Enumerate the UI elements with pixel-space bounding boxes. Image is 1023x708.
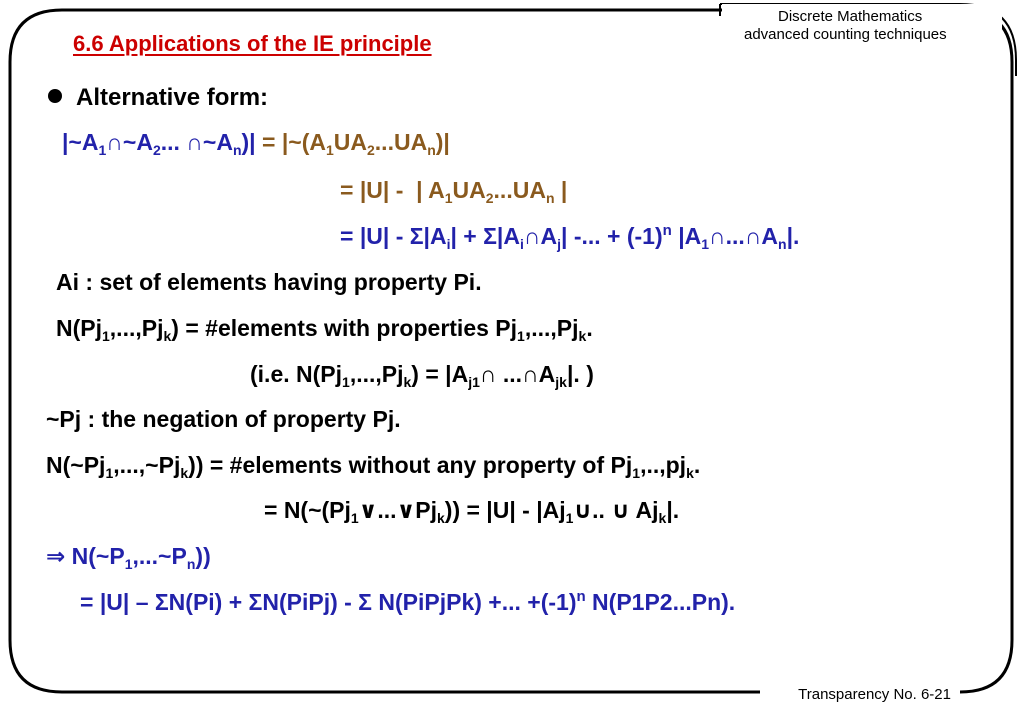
ie-formula-line1: $|\sim A_1\cap\sim A_2$... $\cap\sim A_n)|$ = $|\sim(A_1UA_2...UA_n)|$ — [62, 129, 450, 158]
bullet-heading: Alternative form: — [48, 84, 268, 112]
final-formula: = |U| – ΣN(Pi) + ΣN(PiPj) - Σ N(PiPjPk) +... $+(-1)^n$ N(P1P2...Pn). — [80, 588, 736, 615]
ai-definition: Ai : set of elements having property Pi. — [56, 269, 482, 295]
bullet-icon — [48, 89, 62, 103]
n-negation-equation: = $N(\sim(Pj_1\vee...\vee Pj_k)) = |U|$ - $|Aj_1\cup$.. ∪ $Aj_k|$. — [264, 497, 680, 526]
n-definition: $N(Pj_1,...,Pj_k)$ = #elements with properties $Pj_1,...,Pj_k$. — [56, 315, 593, 344]
ie-formula-line2: = |U| - | $A_1UA_2...UA_n$ | — [340, 177, 568, 206]
transparency-number: Transparency No. 6-21 — [798, 686, 951, 703]
ie-formula-line3: = $|U| - \Sigma|A_i|$ + $\Sigma|A_i\cap A_j|$ -... + $(-1)^n$ $|A_1\cap...\cap A_n|$. — [340, 222, 800, 252]
course-title-line1: Discrete Mathematics — [778, 8, 923, 25]
page-title: 6.6 Applications of the IE principle — [73, 31, 432, 56]
negation-definition: ~Pj : the negation of property Pj. — [46, 406, 401, 432]
course-title-line2: advanced counting techniques — [744, 26, 947, 43]
n-ie-equivalence: (i.e. $N(Pj_1,...,Pj_k)$ = $|A_{j1}\cap$ $...\cap A_{jk}|$. ) — [250, 361, 594, 390]
implies-line: ⇒ $N(\sim P_1,...\sim P_n)$) — [46, 543, 211, 572]
n-negation-definition: $N(\sim Pj_1,...,\sim Pj_k)$) = #elements without any property of $Pj_1,..,pj_k$. — [46, 452, 701, 481]
